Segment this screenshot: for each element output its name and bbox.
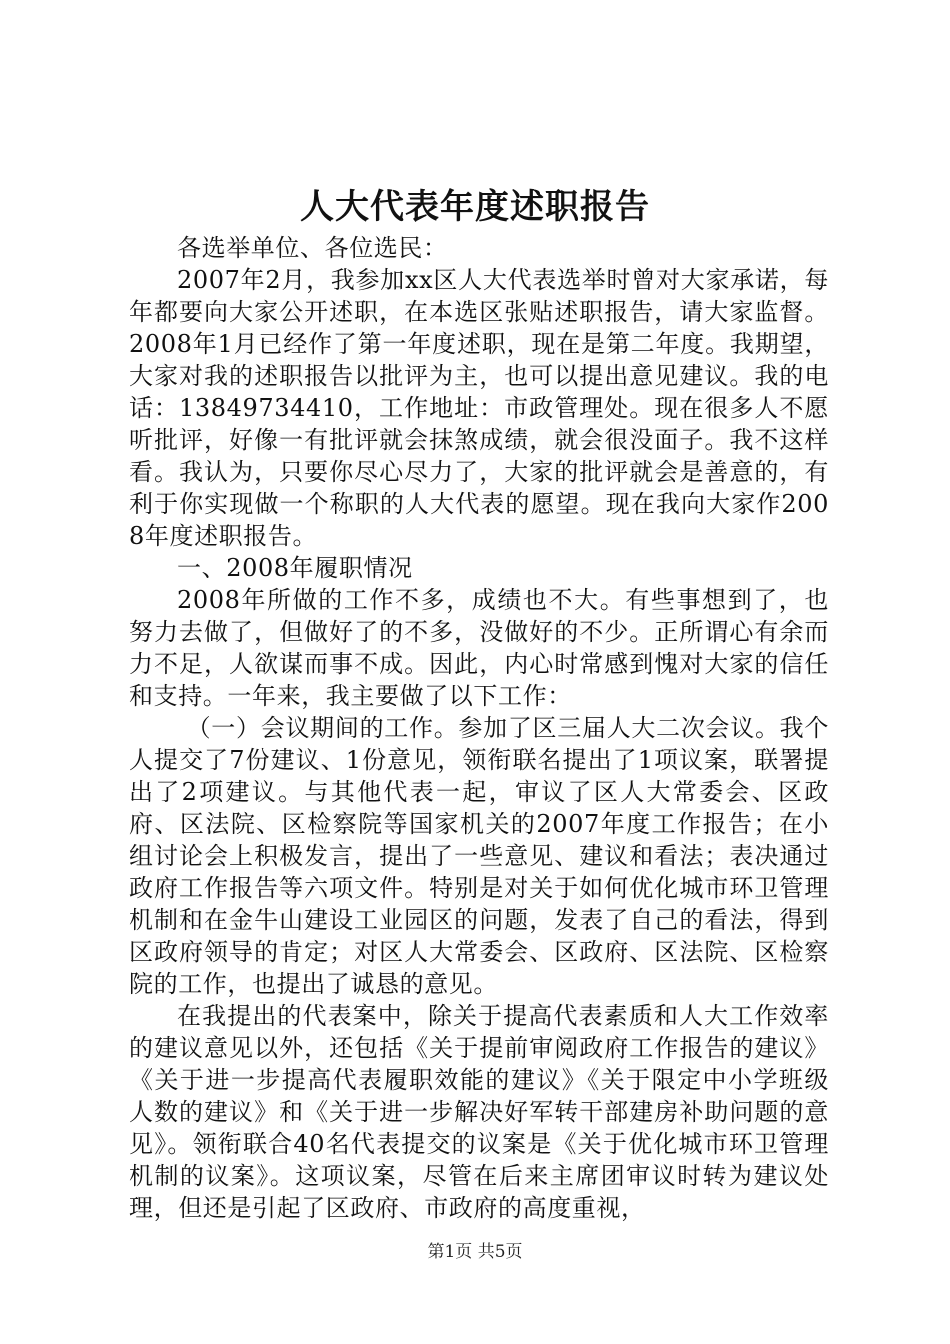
page-footer: 第1页 共5页 xyxy=(427,1242,523,1262)
document-body xyxy=(129,232,829,1224)
document-title: 人大代表年度述职报告 xyxy=(300,187,650,227)
work-summary-paragraph: 2008年所做的工作不多，成绩也不大。有些事想到了，也努力去做了，但做好了的不多，没做好的不少。正所谓心有余而力不足，人欲谋而事不成。因此，内心时常感到愧对大家的信任和支持。一年来，我主要做了以下工作： xyxy=(129,586,829,710)
section-heading: 一、2008年履职情况 xyxy=(177,554,413,582)
intro-paragraph: 2007年2月，我参加xx区人大代表选举时曾对大家承诺，每年都要向大家公开述职，在本选区张贴述职报告，请大家监督。2008年1月已经作了第一年度述职，现在是第二年度。我期望，大家对我的述职报告以批评为主，也可以提出意见建议。我的电话：13849734410，工作地址：市政管理处。现在很多人不愿听批评，好像一有批评就会抹煞成绩，就会很没面子。我不这样看。我认为，只要你尽心尽力了，大家的批评就会是善意的，有利于你实现做一个称职的人大代表的愿望。现在我向大家作2008年度述职报告。 xyxy=(129,266,829,550)
salutation-paragraph: 各选举单位、各位选民： xyxy=(177,234,448,262)
proposals-paragraph: 在我提出的代表案中，除关于提高代表素质和人大工作效率的建议意见以外，还包括《关于提前审阅政府工作报告的建议》《关于进一步提高代表履职效能的建议》《关于限定中小学班级人数的建议》和《关于进一步解决好军转干部建房补助问题的意见》。领衔联合40名代表提交的议案是《关于优化城市环卫管理机制的议案》。这项议案，尽管在后来主席团审议时转为建议处理，但还是引起了区政府、市政府的高度重视， xyxy=(129,1002,829,1222)
meeting-work-paragraph: （一）会议期间的工作。参加了区三届人大二次会议。我个人提交了7份建议、1份意见，领衔联名提出了1项议案，联署提出了2项建议。与其他代表一起，审议了区人大常委会、区政府、区法院、区检察院等国家机关的2007年度工作报告；在小组讨论会上积极发言，提出了一些意见、建议和看法；表决通过政府工作报告等六项文件。特别是对关于如何优化城市环卫管理机制和在金牛山建设工业园区的问题，发表了自己的看法，得到区政府领导的肯定；对区人大常委会、区政府、区法院、区检察院的工作，也提出了诚恳的意见。 xyxy=(129,714,829,998)
